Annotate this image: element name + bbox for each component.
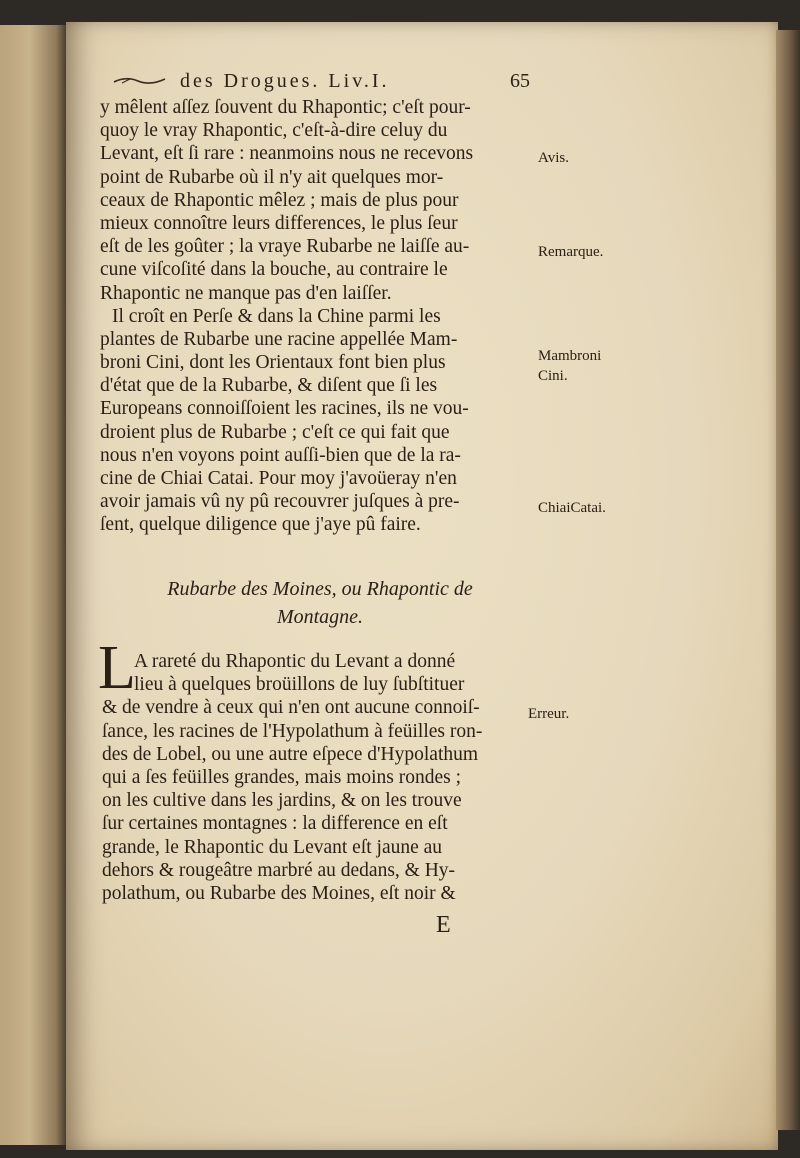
text-line: ſur certaines montagnes : la difference en eſt <box>102 813 448 835</box>
paragraph-3 <box>102 650 532 905</box>
paragraph-1 <box>100 96 540 305</box>
text-line: A rareté du Rhapontic du Levant a donné <box>134 651 456 672</box>
text-line: quoy le vray Rhapontic, c'eſt-à-dire celuy du <box>100 120 448 142</box>
text-line: droient plus de Rubarbe ; c'eſt ce qui fait que <box>100 421 450 443</box>
text-line: cine de Chiai Catai. Pour moy j'avoüeray n'en <box>100 468 457 489</box>
text-line: dehors & rougeâtre marbré au dedans, & Hy- <box>102 859 456 881</box>
text-line: qui a ſes feüilles grandes, mais moins rondes ; <box>102 766 462 788</box>
text-line: mieux connoître leurs differences, le plus ſeur <box>100 212 458 234</box>
text-line: Europeans connoiſſoient les racines, ils ne vou- <box>100 398 469 420</box>
text-line: grande, le Rhapontic du Levant eſt jaune au <box>102 836 443 858</box>
text-line: ceaux de Rhapontic mêlez ; mais de plus pour <box>100 189 459 211</box>
page-stack-edge <box>776 30 800 1130</box>
facing-page-edge <box>0 25 66 1145</box>
text-line: cune viſcoſité dans la bouche, au contraire le <box>100 259 448 281</box>
text-line: avoir jamais vû ny pû recouvrer juſques à pre- <box>100 491 460 513</box>
text-line: lieu à quelques broüillons de luy ſubſtituer <box>134 674 465 696</box>
margin-note-chiai-catai: ChiaiCatai. <box>538 500 606 516</box>
margin-note-avis: Avis. <box>538 150 569 166</box>
text-line: point de Rubarbe où il n'y ait quelques mor- <box>100 166 444 188</box>
margin-note-mambroni: Mambroni <box>538 348 602 364</box>
text-line: plantes de Rubarbe une racine appellée Mam- <box>100 328 458 350</box>
text-line: d'état que de la Rubarbe, & diſent que ſi les <box>100 375 438 397</box>
main-text <box>100 96 540 537</box>
margin-note-remarque: Remarque. <box>538 244 604 260</box>
margin-note-cini: Cini. <box>538 368 568 384</box>
text-line: des de Lobel, ou une autre eſpece d'Hypolathum <box>102 743 479 765</box>
drop-cap: L <box>98 634 136 702</box>
margin-note-erreur: Erreur. <box>528 706 570 722</box>
text-line: y mêlent aſſez ſouvent du Rhapontic; c'eſt pour- <box>100 97 471 118</box>
text-line: broni Cini, dont les Orientaux font bien plus <box>100 352 446 374</box>
text-line: on les cultive dans les jardins, & on les trouve <box>102 790 462 812</box>
text-line: Rhapontic ne manque pas d'en laiſſer. <box>100 282 392 304</box>
section-heading-line-2: Montagne. <box>276 606 364 628</box>
ornament-icon <box>112 76 167 86</box>
text-line: eſt de les goûter ; la vraye Rubarbe ne laiſſe au- <box>100 236 470 258</box>
signature-mark: E <box>436 912 451 938</box>
text-line: ſance, les racines de l'Hypolathum à feüilles ron- <box>102 720 483 742</box>
text-line: Il croît en Perſe & dans la Chine parmi les <box>112 305 441 327</box>
section-heading-line-1: Rubarbe des Moines, ou Rhapontic de <box>167 578 473 600</box>
page-number: 65 <box>510 70 530 92</box>
paragraph-2 <box>100 305 540 537</box>
text-line: polathum, ou Rubarbe des Moines, eſt noir & <box>102 882 456 904</box>
text-line: nous n'en voyons point auſſi-bien que de la ra- <box>100 444 461 466</box>
text-line: & de vendre à ceux qui n'en ont aucune connoiſ- <box>102 697 480 719</box>
running-head <box>180 70 580 93</box>
text-line: ſent, quelque diligence que j'aye pû faire. <box>100 514 421 536</box>
running-head-title: des Drogues. Liv.I. <box>180 70 390 92</box>
text-line: Levant, eſt ſi rare : neanmoins nous ne recevons <box>100 143 474 165</box>
